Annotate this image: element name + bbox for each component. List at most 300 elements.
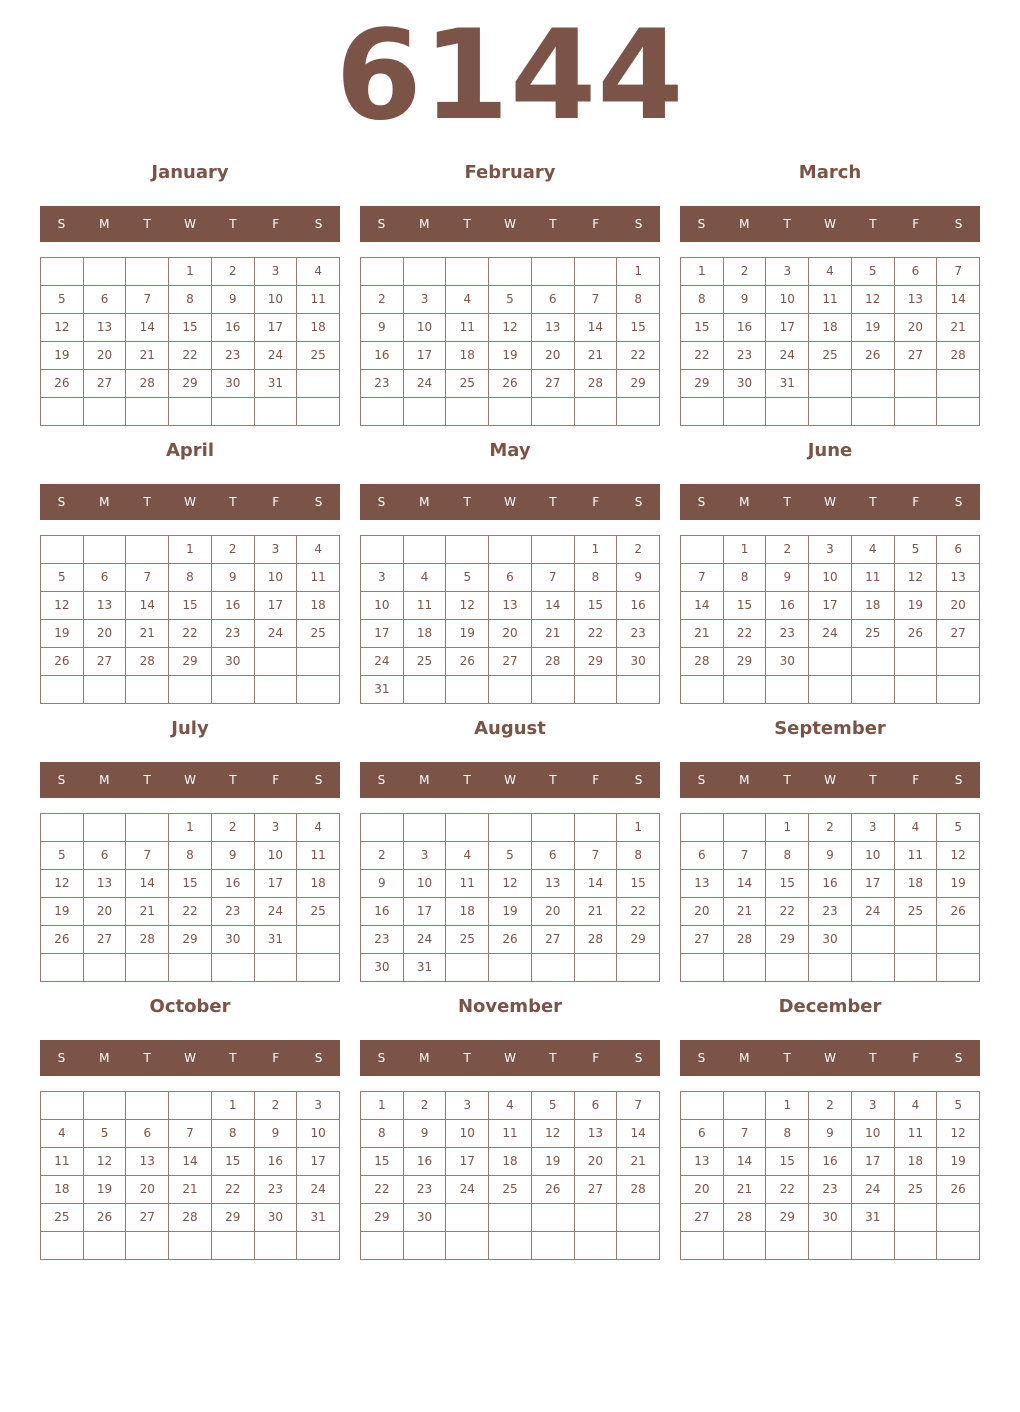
day-cell: 2 <box>361 842 404 870</box>
day-cell: 17 <box>404 898 447 926</box>
day-cell: 31 <box>255 926 298 954</box>
day-cell: 12 <box>532 1120 575 1148</box>
day-cell: 5 <box>532 1092 575 1120</box>
weekday-label: F <box>592 1051 600 1065</box>
day-cell: 31 <box>255 370 298 398</box>
day-cell <box>681 1232 724 1260</box>
day-cell <box>809 398 852 426</box>
day-cell: 7 <box>169 1120 212 1148</box>
weekday-label: S <box>377 773 386 787</box>
day-cell <box>446 1232 489 1260</box>
day-cell: 14 <box>169 1148 212 1176</box>
day-cell: 17 <box>852 870 895 898</box>
day-cell <box>937 648 980 676</box>
day-cell: 6 <box>84 564 127 592</box>
weekday-label: W <box>184 773 196 787</box>
day-cell: 25 <box>297 620 340 648</box>
day-cell: 31 <box>361 676 404 704</box>
day-cell <box>212 676 255 704</box>
day-cell: 21 <box>575 898 618 926</box>
month-title: October <box>149 996 231 1017</box>
day-cell: 14 <box>575 314 618 342</box>
day-cell: 14 <box>575 870 618 898</box>
day-cell <box>446 1204 489 1232</box>
day-cell <box>895 370 938 398</box>
day-cell: 2 <box>724 258 767 286</box>
day-grid <box>40 257 340 426</box>
day-cell: 9 <box>766 564 809 592</box>
weekday-label: S <box>634 1051 643 1065</box>
day-cell: 19 <box>41 898 84 926</box>
day-cell: 11 <box>895 842 938 870</box>
weekday-label: T <box>869 1051 877 1065</box>
day-cell: 26 <box>489 370 532 398</box>
weekday-label: T <box>463 495 471 509</box>
day-cell <box>255 676 298 704</box>
weekday-label: F <box>912 495 920 509</box>
day-cell: 3 <box>361 564 404 592</box>
day-cell <box>766 398 809 426</box>
day-cell: 23 <box>617 620 660 648</box>
month-title: December <box>778 996 882 1017</box>
day-cell: 5 <box>84 1120 127 1148</box>
day-cell: 28 <box>532 648 575 676</box>
day-cell: 24 <box>255 620 298 648</box>
day-cell: 11 <box>297 286 340 314</box>
day-grid <box>680 1091 980 1260</box>
day-cell <box>255 398 298 426</box>
weekday-label: T <box>463 1051 471 1065</box>
day-cell: 2 <box>809 814 852 842</box>
day-cell <box>681 398 724 426</box>
day-cell: 2 <box>361 286 404 314</box>
month-title: March <box>798 162 862 183</box>
day-cell <box>404 258 447 286</box>
weekday-label: S <box>57 773 66 787</box>
day-cell: 15 <box>724 592 767 620</box>
weekday-label: S <box>314 773 323 787</box>
day-cell: 11 <box>404 592 447 620</box>
day-cell: 1 <box>169 536 212 564</box>
day-cell: 12 <box>937 842 980 870</box>
day-cell: 17 <box>255 314 298 342</box>
day-cell <box>852 926 895 954</box>
day-cell: 9 <box>617 564 660 592</box>
day-cell <box>489 536 532 564</box>
day-cell: 22 <box>575 620 618 648</box>
day-cell: 27 <box>681 1204 724 1232</box>
day-cell <box>809 954 852 982</box>
day-cell: 18 <box>895 870 938 898</box>
day-cell: 15 <box>617 870 660 898</box>
day-cell: 19 <box>937 1148 980 1176</box>
day-cell: 14 <box>532 592 575 620</box>
day-cell: 12 <box>489 314 532 342</box>
month-title: May <box>489 440 531 461</box>
day-cell <box>937 398 980 426</box>
day-cell: 7 <box>617 1092 660 1120</box>
day-cell <box>41 536 84 564</box>
day-cell: 13 <box>84 314 127 342</box>
day-cell: 9 <box>809 1120 852 1148</box>
day-cell: 22 <box>766 1176 809 1204</box>
day-cell: 16 <box>724 314 767 342</box>
day-cell: 5 <box>41 286 84 314</box>
day-cell: 19 <box>41 620 84 648</box>
day-cell: 6 <box>84 842 127 870</box>
day-cell <box>766 676 809 704</box>
day-cell: 26 <box>895 620 938 648</box>
day-cell: 3 <box>809 536 852 564</box>
day-cell: 28 <box>681 648 724 676</box>
day-cell <box>361 536 404 564</box>
day-cell: 14 <box>126 314 169 342</box>
day-cell <box>126 814 169 842</box>
day-cell <box>361 398 404 426</box>
day-cell: 27 <box>937 620 980 648</box>
day-cell: 13 <box>532 870 575 898</box>
day-cell <box>532 258 575 286</box>
day-cell: 27 <box>532 370 575 398</box>
day-cell: 27 <box>84 370 127 398</box>
day-cell: 30 <box>361 954 404 982</box>
day-cell <box>532 536 575 564</box>
day-cell: 3 <box>852 814 895 842</box>
weekday-label: M <box>99 1051 110 1065</box>
day-cell: 5 <box>937 1092 980 1120</box>
day-cell: 2 <box>212 814 255 842</box>
day-cell <box>404 676 447 704</box>
weekday-label: F <box>272 495 280 509</box>
day-cell: 18 <box>446 898 489 926</box>
day-cell: 27 <box>126 1204 169 1232</box>
day-cell: 2 <box>617 536 660 564</box>
weekday-label: M <box>99 773 110 787</box>
day-cell: 14 <box>681 592 724 620</box>
day-cell: 29 <box>617 370 660 398</box>
day-cell <box>361 258 404 286</box>
day-cell: 17 <box>404 342 447 370</box>
day-cell: 6 <box>532 842 575 870</box>
day-cell <box>852 1232 895 1260</box>
day-cell: 4 <box>446 286 489 314</box>
day-cell <box>724 1232 767 1260</box>
day-cell: 23 <box>212 620 255 648</box>
day-cell: 4 <box>297 258 340 286</box>
day-cell <box>41 954 84 982</box>
weekday-label: T <box>783 1051 791 1065</box>
day-cell: 23 <box>361 370 404 398</box>
day-cell: 4 <box>41 1120 84 1148</box>
day-cell <box>404 536 447 564</box>
day-cell <box>575 814 618 842</box>
day-cell: 21 <box>724 898 767 926</box>
day-cell: 14 <box>126 870 169 898</box>
day-cell <box>489 676 532 704</box>
day-cell: 16 <box>766 592 809 620</box>
day-cell: 11 <box>895 1120 938 1148</box>
day-cell: 17 <box>297 1148 340 1176</box>
day-cell <box>852 954 895 982</box>
weekday-label: S <box>954 495 963 509</box>
day-cell: 27 <box>681 926 724 954</box>
day-cell: 26 <box>937 898 980 926</box>
weekday-label: M <box>419 773 430 787</box>
day-cell <box>255 1232 298 1260</box>
day-cell: 24 <box>404 926 447 954</box>
day-cell <box>489 1204 532 1232</box>
day-cell: 17 <box>809 592 852 620</box>
day-cell: 4 <box>895 814 938 842</box>
day-cell: 15 <box>169 314 212 342</box>
day-cell <box>681 954 724 982</box>
month-title: April <box>165 440 215 461</box>
day-cell: 14 <box>126 592 169 620</box>
day-cell: 10 <box>809 564 852 592</box>
day-cell <box>404 1232 447 1260</box>
day-cell: 4 <box>489 1092 532 1120</box>
day-cell: 5 <box>937 814 980 842</box>
day-cell: 29 <box>169 370 212 398</box>
weekday-label: W <box>184 217 196 231</box>
weekday-label: T <box>549 495 557 509</box>
day-cell: 19 <box>41 342 84 370</box>
day-cell: 9 <box>809 842 852 870</box>
day-grid <box>40 813 340 982</box>
day-cell <box>212 954 255 982</box>
day-cell: 19 <box>532 1148 575 1176</box>
day-cell <box>617 954 660 982</box>
weekday-header <box>40 206 340 242</box>
day-grid <box>680 535 980 704</box>
day-cell: 11 <box>489 1120 532 1148</box>
day-cell: 5 <box>41 564 84 592</box>
day-cell: 24 <box>361 648 404 676</box>
day-cell: 4 <box>809 258 852 286</box>
weekday-header <box>680 206 980 242</box>
day-cell: 18 <box>404 620 447 648</box>
weekday-label: W <box>824 495 836 509</box>
weekday-header <box>680 484 980 520</box>
weekday-label: W <box>824 773 836 787</box>
weekday-header <box>360 484 660 520</box>
day-cell: 31 <box>766 370 809 398</box>
day-cell <box>724 814 767 842</box>
day-cell <box>895 1204 938 1232</box>
day-cell: 20 <box>937 592 980 620</box>
day-cell: 21 <box>575 342 618 370</box>
day-cell <box>895 954 938 982</box>
day-cell <box>404 398 447 426</box>
weekday-label: M <box>739 217 750 231</box>
day-cell: 14 <box>724 870 767 898</box>
month-title: July <box>171 718 209 739</box>
day-cell <box>532 1204 575 1232</box>
day-cell: 4 <box>404 564 447 592</box>
day-cell: 10 <box>255 564 298 592</box>
day-cell: 21 <box>126 342 169 370</box>
day-cell: 30 <box>766 648 809 676</box>
day-cell: 8 <box>617 286 660 314</box>
day-cell: 2 <box>809 1092 852 1120</box>
day-grid <box>360 813 660 982</box>
day-cell: 18 <box>297 314 340 342</box>
day-cell: 10 <box>255 842 298 870</box>
day-cell: 5 <box>852 258 895 286</box>
day-cell: 7 <box>681 564 724 592</box>
weekday-label: F <box>592 217 600 231</box>
day-cell: 8 <box>681 286 724 314</box>
day-cell: 21 <box>617 1148 660 1176</box>
day-cell <box>84 398 127 426</box>
day-grid <box>360 257 660 426</box>
day-cell <box>895 648 938 676</box>
weekday-label: S <box>57 495 66 509</box>
day-cell: 7 <box>575 842 618 870</box>
weekday-label: T <box>549 773 557 787</box>
weekday-label: M <box>99 217 110 231</box>
weekday-header <box>360 1040 660 1076</box>
day-cell: 15 <box>681 314 724 342</box>
day-cell: 4 <box>446 842 489 870</box>
day-cell: 26 <box>937 1176 980 1204</box>
day-cell: 13 <box>489 592 532 620</box>
weekday-label: T <box>229 495 237 509</box>
day-cell <box>575 676 618 704</box>
weekday-label: S <box>954 773 963 787</box>
day-cell <box>297 954 340 982</box>
day-cell: 20 <box>84 620 127 648</box>
day-cell: 17 <box>255 870 298 898</box>
day-cell: 17 <box>446 1148 489 1176</box>
weekday-header <box>680 1040 980 1076</box>
day-cell <box>575 398 618 426</box>
day-cell: 20 <box>84 342 127 370</box>
day-cell: 12 <box>41 592 84 620</box>
day-cell: 26 <box>84 1204 127 1232</box>
weekday-label: F <box>272 217 280 231</box>
day-cell: 16 <box>617 592 660 620</box>
day-cell: 23 <box>212 898 255 926</box>
day-cell: 25 <box>895 1176 938 1204</box>
day-cell: 31 <box>404 954 447 982</box>
day-cell <box>575 258 618 286</box>
day-cell: 25 <box>404 648 447 676</box>
day-cell: 3 <box>404 842 447 870</box>
day-cell: 12 <box>937 1120 980 1148</box>
day-cell <box>895 676 938 704</box>
day-cell: 9 <box>361 870 404 898</box>
day-cell: 6 <box>681 842 724 870</box>
day-cell <box>41 1232 84 1260</box>
weekday-label: W <box>824 217 836 231</box>
day-cell: 6 <box>489 564 532 592</box>
day-cell <box>41 676 84 704</box>
day-cell: 5 <box>41 842 84 870</box>
day-cell: 16 <box>361 342 404 370</box>
day-cell <box>895 926 938 954</box>
day-cell: 19 <box>937 870 980 898</box>
day-cell <box>532 954 575 982</box>
day-cell <box>724 398 767 426</box>
day-cell: 25 <box>297 342 340 370</box>
day-cell: 9 <box>404 1120 447 1148</box>
day-cell <box>297 648 340 676</box>
day-cell <box>895 398 938 426</box>
weekday-label: S <box>697 495 706 509</box>
weekday-label: T <box>783 495 791 509</box>
weekday-header <box>40 484 340 520</box>
day-cell: 21 <box>169 1176 212 1204</box>
weekday-label: S <box>377 217 386 231</box>
day-cell: 22 <box>169 620 212 648</box>
day-cell: 26 <box>489 926 532 954</box>
day-cell <box>681 1092 724 1120</box>
day-cell: 8 <box>169 842 212 870</box>
day-cell: 11 <box>41 1148 84 1176</box>
day-cell <box>126 1092 169 1120</box>
day-cell <box>937 1204 980 1232</box>
day-grid <box>360 1091 660 1260</box>
day-cell: 26 <box>532 1176 575 1204</box>
day-cell: 24 <box>255 898 298 926</box>
weekday-label: S <box>697 1051 706 1065</box>
day-cell: 1 <box>361 1092 404 1120</box>
day-cell <box>895 1232 938 1260</box>
weekday-label: W <box>504 217 516 231</box>
day-cell: 13 <box>84 592 127 620</box>
day-cell: 10 <box>446 1120 489 1148</box>
day-cell: 16 <box>212 870 255 898</box>
day-cell <box>169 954 212 982</box>
day-cell: 8 <box>766 842 809 870</box>
day-cell: 16 <box>212 592 255 620</box>
day-cell: 11 <box>297 564 340 592</box>
day-cell: 12 <box>41 314 84 342</box>
day-cell: 23 <box>212 342 255 370</box>
day-grid <box>40 535 340 704</box>
day-cell <box>489 814 532 842</box>
weekday-label: F <box>912 773 920 787</box>
day-cell: 24 <box>852 1176 895 1204</box>
day-cell: 13 <box>681 870 724 898</box>
day-cell <box>809 370 852 398</box>
day-cell: 18 <box>41 1176 84 1204</box>
day-cell: 19 <box>489 342 532 370</box>
day-cell <box>937 926 980 954</box>
day-cell: 11 <box>297 842 340 870</box>
day-cell: 29 <box>575 648 618 676</box>
weekday-label: T <box>143 1051 151 1065</box>
day-cell: 8 <box>169 564 212 592</box>
day-cell <box>617 1204 660 1232</box>
day-cell: 4 <box>297 536 340 564</box>
day-cell <box>446 258 489 286</box>
day-cell: 28 <box>126 648 169 676</box>
day-cell <box>84 1232 127 1260</box>
day-cell <box>84 536 127 564</box>
day-cell <box>532 814 575 842</box>
day-cell <box>724 676 767 704</box>
day-cell: 27 <box>895 342 938 370</box>
day-cell: 2 <box>404 1092 447 1120</box>
day-cell <box>212 1232 255 1260</box>
day-cell <box>84 258 127 286</box>
day-cell: 28 <box>617 1176 660 1204</box>
day-cell: 18 <box>297 870 340 898</box>
weekday-label: S <box>314 1051 323 1065</box>
day-cell: 8 <box>766 1120 809 1148</box>
